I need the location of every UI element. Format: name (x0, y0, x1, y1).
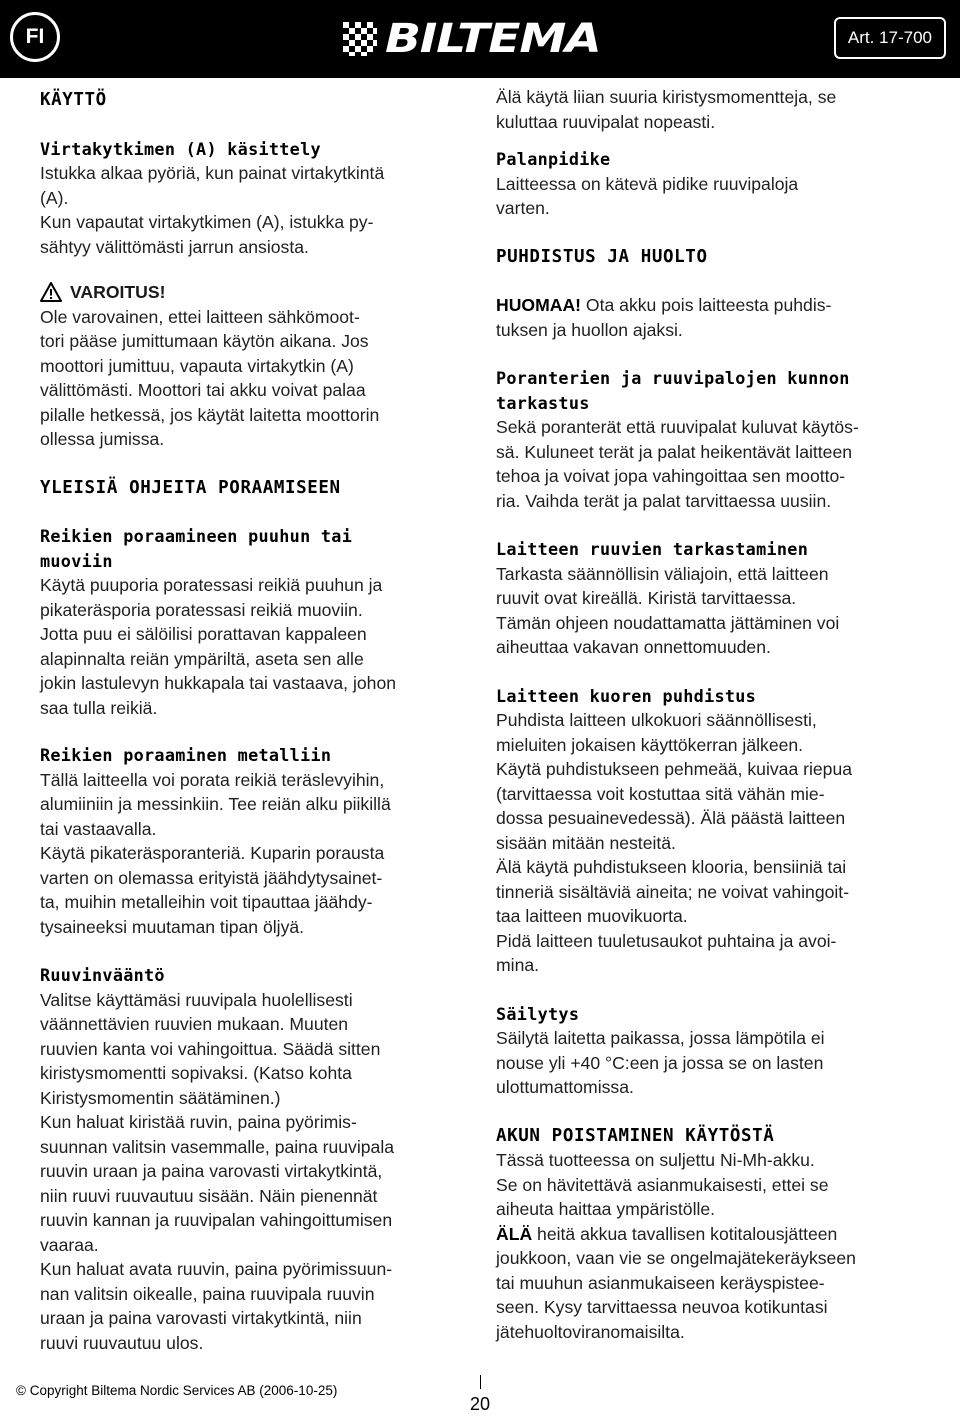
note-label: HUOMAA! (496, 295, 582, 315)
right-column (496, 85, 926, 1344)
paragraph-torque: Älä käytä liian suuria kiristysmomentteja, se kuluttaa ruuvipalat nopeasti. (496, 87, 837, 132)
battery-warning-label: ÄLÄ (496, 1223, 533, 1244)
subheading-housing-cleaning: Laitteen kuoren puhdistus (496, 685, 757, 706)
subheading-bit-holder: Palanpidike (496, 149, 611, 169)
warning-title (40, 280, 470, 305)
article-number: Art. 17-700 (834, 17, 946, 59)
paragraph-screws-check: Tarkasta säännöllisin väliajoin, että laitteen ruuvit ovat kireällä. Kiristä tarvittaessa. Tämän ohjeen noudattamatta jättäminen voi aiheuttaa vakavan onnettomuuden. (496, 563, 840, 657)
section-heading-usage: KÄYTTÖ (40, 90, 107, 110)
paragraph-bit-holder: Laitteessa on kätevä pidike ruuvipaloja varten. (496, 173, 799, 218)
subheading-screws-check: Laitteen ruuvien tarkastaminen (496, 539, 809, 559)
section-heading-battery-disposal: AKUN POISTAMINEN KÄYTÖSTÄ (496, 1125, 775, 1146)
paragraph-storage: Säilytä laitetta paikassa, jossa lämpötila ei nouse yli +40 °C:een ja jossa se on lasten ulottumattomissa. (496, 1028, 825, 1097)
subheading-wood-drilling: Reikien poraamineen puuhun tai muoviin (40, 526, 353, 571)
subheading-bits-check: Poranterien ja ruuvipalojen kunnon tarkastus (496, 368, 850, 413)
section-heading-maintenance: PUHDISTUS JA HUOLTO (496, 246, 708, 267)
paragraph-wood-drilling: Käytä puuporia poratessasi reikiä puuhun ja pikateräsporia poratessasi reikiä muoviin. Jotta puu ei sälöilisi porattavan kappaleen alapinnalta reiän ympäriltä, aseta sen alle jokin lastulevyn hukkapala tai vastaava, johon saa tulla reikiä. (40, 575, 397, 718)
subheading-storage: Säilytys (496, 1003, 580, 1024)
footer-divider (480, 1375, 481, 1389)
paragraph-battery-warning (496, 1222, 926, 1345)
paragraph-power-switch: Istukka alkaa pyöriä, kun painat virtakytkintä (A). Kun vapautat virtakytkimen (A), istukka py- sähtyy välittömästi jarrun ansiosta. (40, 163, 385, 257)
paragraph-note (496, 293, 926, 342)
left-column (40, 85, 470, 1355)
paragraph-metal-drilling: Tällä laitteella voi porata reikiä teräslevyihin, alumiiniin ja messinkiin. Tee reiän alku piikillä tai vastaavalla. Käytä pikateräsporanteriä. Kuparin porausta varten on olemassa erityistä jäähdytysainet- ta, muihin metalleihin voit tipauttaa jäähdy- tysaineeksi muutaman tipan öljyä. (40, 769, 391, 937)
subheading-power-switch: Virtakytkimen (A) käsittely (40, 138, 321, 159)
copyright-footer: © Copyright Biltema Nordic Services AB (2006-10-25) (16, 1383, 338, 1398)
note-text: Ota akku pois laitteesta puhdis- tuksen ja huollon ajaksi. (496, 295, 832, 340)
paragraph-housing-cleaning: Puhdista laitteen ulkokuori säännöllisesti, mieluiten jokaisen käyttökerran jälkeen. Käytä puhdistukseen pehmeää, kuivaa riepua (tarvittaessa voit kostuttaa sitä vähän mie- dossa pesuainevedessä). Älä päästä laitteen sisään mitään nesteitä. Älä käytä puhdistukseen klooria, bensiiniä tai tinneriä sisältäviä aineita; ne voivat vahingoit- taa laitteen muovikuorta. Pidä laitteen tuuletusaukot puhtaina ja avoi- mina. (496, 710, 853, 975)
checkered-flag-icon (343, 22, 377, 56)
header-bar (0, 0, 960, 78)
subheading-screwdriving: Ruuvinvääntö (40, 965, 165, 985)
language-badge: FI (10, 12, 60, 62)
warning-label: VAROITUS! (70, 282, 166, 302)
battery-warning-text: heitä akkua tavallisen kotitalousjätteen joukkoon, vaan vie se ongelmajätekeräykseen tai muuhun asianmukaiseen keräyspistee- seen. Kysy tarvittaessa neuvoa kotikuntasi jätehuoltoviranomaisilta. (496, 1223, 856, 1342)
warning-triangle-icon (40, 282, 62, 302)
paragraph-bits-check: Sekä poranterät että ruuvipalat kuluvat käytös- sä. Kuluneet terät ja palat heikentävät laitteen tehoa ja voivat jopa vahingoittaa sen mootto- ria. Vaihda terät ja palat tarvittaessa uusiin. (496, 417, 859, 511)
brand-name: BILTEMA (385, 16, 601, 62)
page-number: 20 (470, 1394, 491, 1414)
paragraph-warning: Ole varovainen, ettei laitteen sähkömoot- tori pääse jumittumaan käytön aikana. Jos moottori jumittuu, vapauta virtakytkin (A) välittömästi. Moottori tai akku voivat palaa pilalle hetkessä, jos käytät laitetta moottorin ollessa jumissa. (40, 306, 380, 449)
paragraph-screwdriving: Valitse käyttämäsi ruuvipala huolellisesti väännettävien ruuvien mukaan. Muuten ruuvien kanta voi vahingoittua. Säädä sitten kiristysmomentti sopivaksi. (Katso kohta Kiristysmomentin säätäminen.) Kun haluat kiristää ruvin, paina pyörimis- suunnan valitsin vasemmalle, paina ruuvipala ruuvin uraan ja paina varovasti virtakytkintä, niin ruuvi ruuvautuu sisään. Näin pienennät ruuvin kannan ja ruuvipalan vahingoittumisen vaaraa. Kun haluat avata ruuvin, paina pyörimissuun- nan valitsin oikealle, paina ruuvipala ruuvin uraan ja paina varovasti virtakytkintä, niin ruuvi ruuvautuu ulos. (40, 989, 395, 1353)
subheading-metal-drilling: Reikien poraaminen metalliin (40, 745, 332, 765)
paragraph-battery: Tässä tuotteessa on suljettu Ni-Mh-akku. Se on hävitettävä asianmukaisesti, ettei se aiheuta haittaa ympäristölle. (496, 1150, 829, 1219)
section-heading-drilling: YLEISIÄ OHJEITA PORAAMISEEN (40, 477, 341, 498)
brand-logo (343, 16, 601, 62)
